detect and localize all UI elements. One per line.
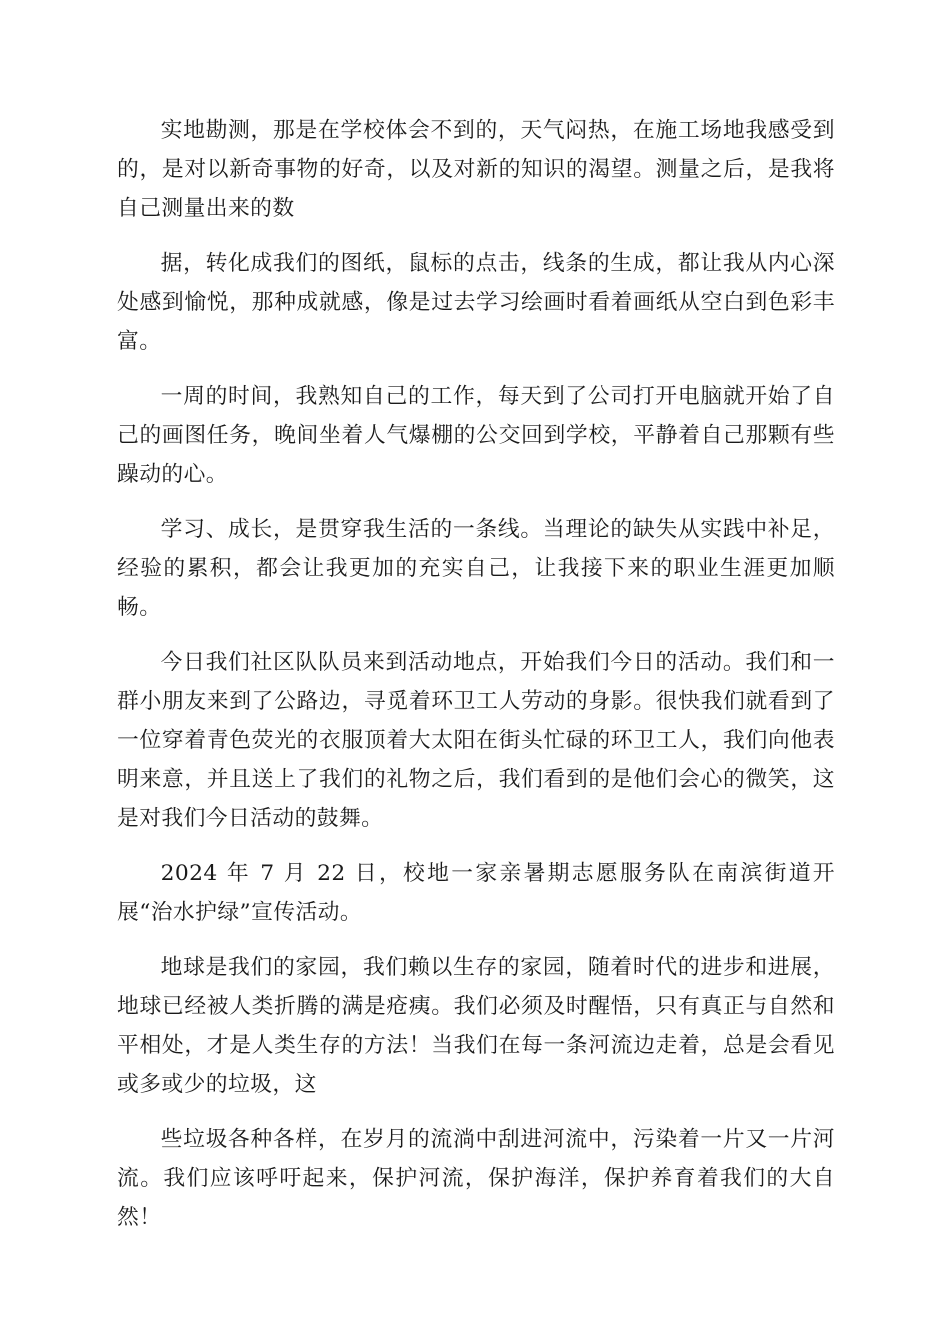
paragraph-event-date: 2024 年 7 月 22 日，校地一家亲暑期志愿服务队在南滨街道开展“治水护绿”宣传活动。 (117, 861, 835, 925)
paragraph-site-survey: 实地勘测，那是在学校体会不到的，天气闷热，在施工场地我感受到的，是对以新奇事物的好奇，以及对新的知识的渴望。测量之后，是我将自己测量出来的数 (117, 118, 835, 221)
paragraph-community-activity: 今日我们社区队队员来到活动地点，开始我们今日的活动。我们和一群小朋友来到了公路边，寻觅着环卫工人劳动的身影。很快我们就看到了一位穿着青色荧光的衣服顶着大太阳在街头忙碌的环卫工人，我们向他表明来意，并且送上了我们的礼物之后，我们看到的是他们会心的微笑，这是对我们今日活动的鼓舞。 (117, 650, 835, 831)
paragraph-drawing: 据，转化成我们的图纸，鼠标的点击，线条的生成，都让我从内心深处感到愉悦，那种成就感，像是过去学习绘画时看着画纸从空白到色彩丰富。 (117, 251, 835, 354)
paragraph-protect-rivers: 些垃圾各种各样，在岁月的流淌中刮进河流中，污染着一片又一片河流。我们应该呼吁起来，保护河流，保护海洋，保护养育着我们的大自然！ (117, 1127, 835, 1230)
document-body (117, 111, 835, 1253)
paragraph-learning-growth: 学习、成长，是贯穿我生活的一条线。当理论的缺失从实践中补足，经验的累积，都会让我更加的充实自己，让我接下来的职业生涯更加顺畅。 (117, 517, 835, 620)
paragraph-first-week: 一周的时间，我熟知自己的工作，每天到了公司打开电脑就开始了自己的画图任务，晚间坐着人气爆棚的公交回到学校，平静着自己那颗有些躁动的心。 (117, 384, 835, 487)
paragraph-earth-home: 地球是我们的家园，我们赖以生存的家园，随着时代的进步和进展，地球已经被人类折腾的满是疮痍。我们必须及时醒悟，只有真正与自然和平相处，才是人类生存的方法！当我们在每一条河流边走着，总是会看见或多或少的垃圾，这 (117, 955, 835, 1097)
